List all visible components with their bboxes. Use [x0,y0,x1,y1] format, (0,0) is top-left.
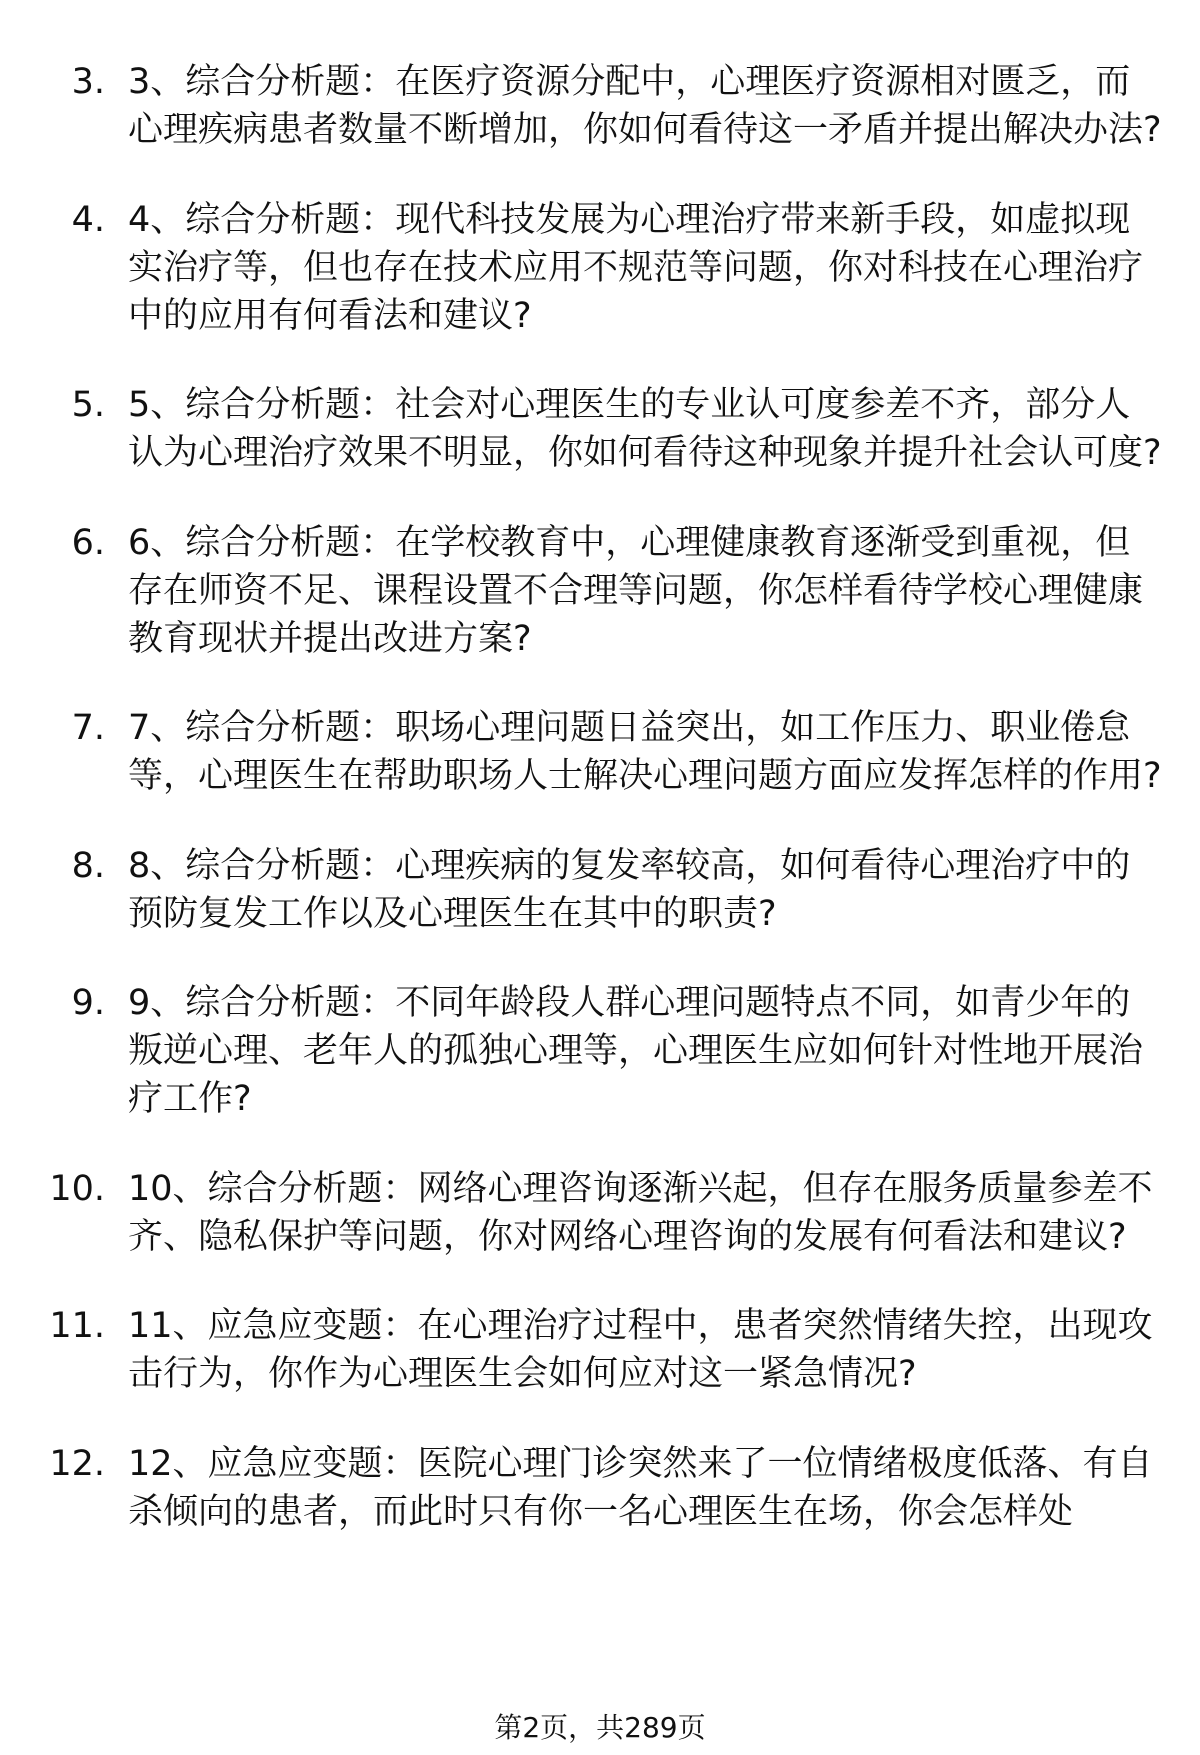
question-number: 11. [49,1306,105,1346]
question-text: 12、应急应变题：医院心理门诊突然来了一位情绪极度低落、有自杀倾向的患者，而此时只有你一名心理医生在场，你会怎样处 [128,1443,1153,1532]
question-item [0,1165,1200,1261]
question-item [0,842,1200,938]
question-text: 11、应急应变题：在心理治疗过程中，患者突然情绪失控，出现攻击行为，你作为心理医生会如何应对这一紧急情况? [128,1306,1153,1394]
question-number: 5. [71,385,105,425]
question-text: 3、综合分析题：在医疗资源分配中，心理医疗资源相对匮乏，而心理疾病患者数量不断增加，你如何看待这一矛盾并提出解决办法? [128,62,1162,150]
question-number: 6. [71,522,105,563]
question-number: 10. [49,1168,105,1209]
question-text: 10、综合分析题：网络心理咨询逐渐兴起，但存在服务质量参差不齐、隐私保护等问题，你对网络心理咨询的发展有何看法和建议? [128,1168,1153,1257]
question-text: 4、综合分析题：现代科技发展为心理治疗带来新手段，如虚拟现实治疗等，但也存在技术应用不规范等问题，你对科技在心理治疗中的应用有何看法和建议? [128,199,1144,336]
question-number: 8. [71,845,105,886]
question-item [0,58,1200,154]
question-number: 7. [71,708,105,748]
question-item [0,1302,1200,1398]
question-text: 7、综合分析题：职场心理问题日益突出，如工作压力、职业倦怠等，心理医生在帮助职场人士解决心理问题方面应发挥怎样的作用? [128,708,1162,796]
question-number: 9. [71,983,105,1023]
question-item [0,196,1200,340]
question-item [0,704,1200,800]
question-text: 5、综合分析题：社会对心理医生的专业认可度参差不齐，部分人认为心理治疗效果不明显，你如何看待这种现象并提升社会认可度? [128,385,1162,473]
question-number: 4. [71,199,105,240]
question-item [0,519,1200,663]
question-item [0,979,1200,1123]
question-item [0,1440,1200,1536]
question-text: 9、综合分析题：不同年龄段人群心理问题特点不同，如青少年的叛逆心理、老年人的孤独心理等，心理医生应如何针对性地开展治疗工作? [128,983,1144,1119]
page-footer: 第2页，共289页 [494,1711,706,1744]
question-text: 6、综合分析题：在学校教育中，心理健康教育逐渐受到重视，但存在师资不足、课程设置不合理等问题，你怎样看待学校心理健康教育现状并提出改进方案? [128,522,1144,659]
question-text: 8、综合分析题：心理疾病的复发率较高，如何看待心理治疗中的预防复发工作以及心理医生在其中的职责? [128,845,1131,934]
question-list [0,58,1200,1577]
question-item [0,381,1200,477]
question-number: 12. [49,1443,105,1484]
question-number: 3. [71,62,105,102]
